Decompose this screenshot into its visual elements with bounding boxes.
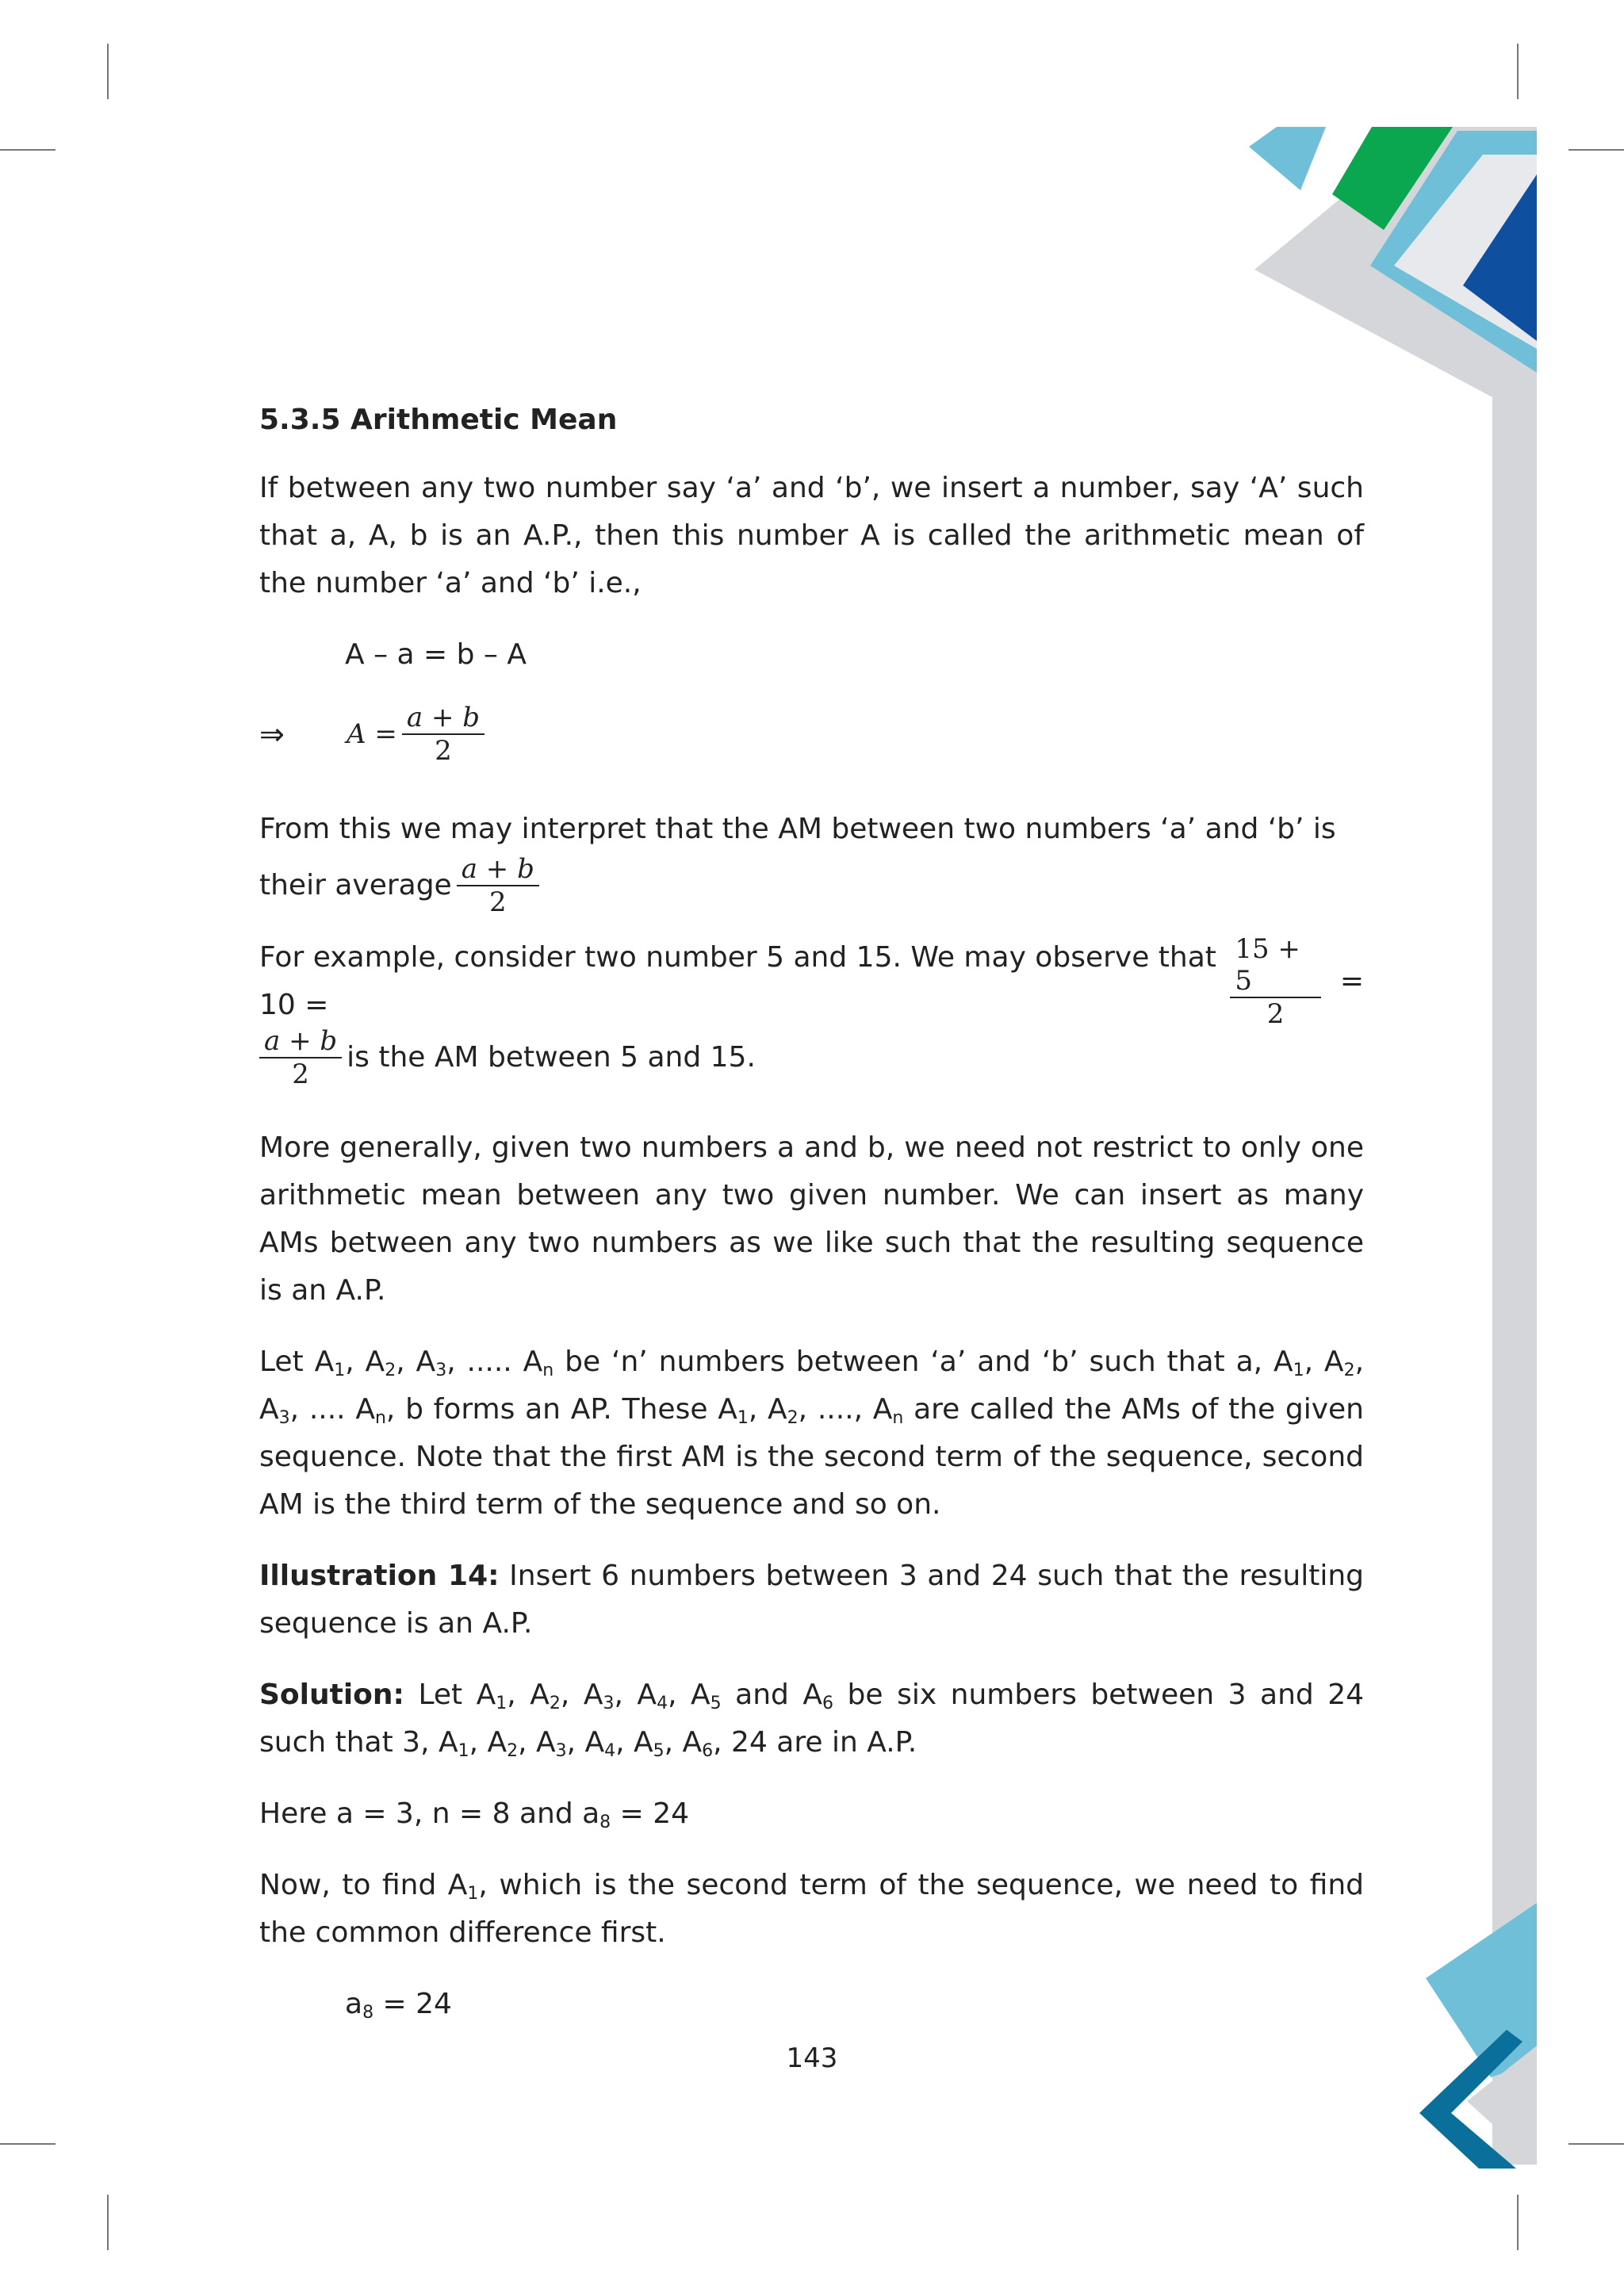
fraction [259, 1025, 342, 1090]
paragraph: If between any two number say ‘a’ and ‘b’, we insert a number, say ‘A’ such that a, A, b is an A.P., then this number A is called the arithmetic mean of the number ‘a’ and ‘b’ i.e., [259, 472, 1364, 599]
text-span: For example, consider two number 5 and 15. We may observe that 10 = [259, 941, 1216, 1021]
fraction-numerator: a + b [259, 1025, 342, 1058]
fraction [457, 853, 539, 918]
fraction [1230, 933, 1320, 1030]
equation: A – a = b – A [345, 638, 527, 671]
paragraph: Let $A_1$, $A_2$, $A_3$, ..... $A_n$ be ‘n’ numbers between ‘a’ and ‘b’ such that a, $A_1$, $A_2$, $A_3$, .... $A_n$, b forms an AP. These $A_1$, $A_2$, ...., $A_n$ are called the AMs of the given sequence. Note that the first AM is the second term of the sequence, second AM is the third term of the sequence and so on. [259, 1346, 1365, 1521]
paragraph: From this we may interpret that the AM between two numbers ‘a’ and ‘b’ is [259, 813, 1336, 845]
fraction-denominator: 2 [292, 1058, 309, 1090]
fraction-numerator: 15 + 5 [1230, 933, 1320, 998]
equation [259, 695, 1364, 774]
illustration-label: Illustration 14: [259, 1560, 500, 1592]
paragraph: Here a = 3, n = 8 and $a_8 = 24$ [259, 1797, 690, 1832]
fraction-denominator: 2 [488, 886, 507, 918]
example-line [259, 1020, 1364, 1096]
page-number: 143 [786, 2042, 838, 2074]
text-span: their average [259, 869, 452, 902]
example-line [259, 933, 1364, 1030]
illustration-paragraph: Illustration 14: Insert 6 numbers between 3 and 24 such that the resulting sequence is an A.P. [259, 1560, 1365, 1640]
side-band [1492, 396, 1537, 2165]
equals-sign: = [1339, 965, 1364, 997]
solution-paragraph: Solution: Let $A_1$, $A_2$, $A_3$, $A_4$, $A_5$ and $A_6$ be six numbers between 3 and 24 such that 3, $A_1$, $A_2$, $A_3$, $A_4$, $A_5$, $A_6$, 24 are in A.P. [259, 1679, 1365, 1761]
paragraph-continuation [259, 853, 1364, 918]
text-span: is the AM between 5 and 15. [347, 1041, 756, 1074]
fraction [402, 702, 485, 767]
equation-lhs: A = [347, 718, 397, 750]
paragraph: More generally, given two numbers a and b, we need not restrict to only one arithmetic mean between any two given number. We can insert as many AMs between any two numbers as we like such that the resulting sequence is an A.P. [259, 1131, 1364, 1307]
implies-symbol: ⇒ [259, 717, 285, 752]
light-blue-tab [1249, 127, 1326, 190]
fraction-denominator: 2 [1266, 998, 1285, 1030]
fraction-numerator: a + b [457, 853, 539, 886]
solution-label: Solution: [259, 1679, 404, 1711]
page-content [259, 396, 1364, 2028]
fraction-numerator: a + b [402, 702, 485, 735]
equation: $a_8 = 24$ [345, 1988, 452, 2023]
section-heading: 5.3.5 Arithmetic Mean [259, 404, 618, 436]
fraction-denominator: 2 [435, 735, 452, 767]
paragraph: Now, to find $A_1$, which is the second term of the sequence, we need to find the common difference first. [259, 1869, 1364, 1949]
example-math [1225, 933, 1364, 1030]
